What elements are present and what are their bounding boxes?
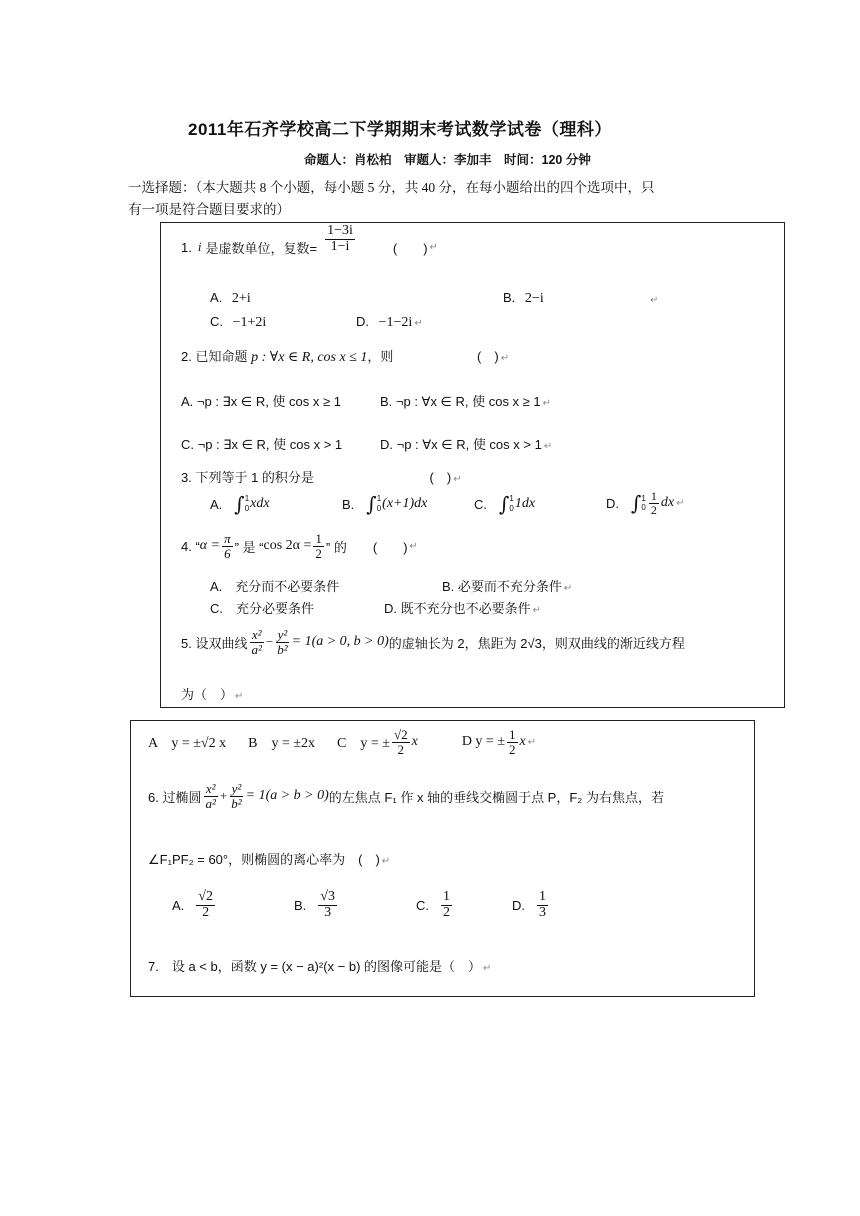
q1-option-c: C. −1+2i xyxy=(210,314,267,330)
section-intro-line-2: 有一项是符合题目要求的） xyxy=(128,202,290,217)
q1-fraction: $\frac{1-3i}{1-i}$ xyxy=(327,223,353,254)
question-5: 5. 设双曲线 $\frac{\text{x²}}{\text{a²}}$ − $\frac{\text{y²}}{\text{b²}}$ = 1(a > 0, b > 0) 的虚轴长为 2，焦距为 2√3，则双曲线的渐近线方程 xyxy=(181,627,685,657)
question-4: 4. “ α = $\frac{\pi}{6}$ ” 是 “ cos 2α = $\frac{1}{2}$ ” 的 ( ) ↵ xyxy=(181,531,418,561)
question-6: 6. 过椭圆 $\frac{\text{x²}}{\text{a²}}$ + $\frac{\text{y²}}{\text{b²}}$ = 1(a > b > 0) 的左焦点 F₁ 作 x 轴的垂线交椭圆于点 P，F₂ 为右焦点，若 xyxy=(148,781,664,811)
q2-option-b: B. ¬p : ∀x ∈ R, 使 cos x ≥ 1 ↵ xyxy=(380,394,552,409)
q1-text: 是虚数单位，复数= xyxy=(205,240,318,256)
q2-option-d: D. ¬p : ∀x ∈ R, 使 cos x > 1 ↵ xyxy=(380,437,553,452)
question-7: 7. 设 a < b，函数 y = (x − a)²(x − b) 的图像可能是（ ） ↵ xyxy=(148,959,492,974)
q1-option-b: B. 2−i xyxy=(503,290,544,306)
q6-option-c: C. $\frac{1}{2}$ xyxy=(416,889,450,920)
q3-option-a: A. ∫ 1 0 xdx xyxy=(210,492,270,516)
q6-line-2: ∠F₁PF₂ = 60°，则椭圆的离心率为 ( ) ↵ xyxy=(148,852,391,867)
q1-paren: ( ) xyxy=(392,240,428,256)
q2-option-c: C. ¬p : ∃x ∈ R, 使 cos x > 1 xyxy=(181,437,343,452)
author-line: 命题人：肖松柏 审题人：李加丰 时间：120 分钟 xyxy=(304,153,591,167)
q4-option-a: A. 充分而不必要条件 xyxy=(210,579,340,594)
q5-options: A y = ±√2 x B y = ±2x C y = ± $\frac{√2}{2}$ x D y = ± $\frac{1}{2}$ x ↵ xyxy=(148,726,537,757)
question-1: 1. i 是虚数单位，复数= $\frac{1-3i}{1-i}$ ( ) ↵ xyxy=(181,223,438,256)
q6-option-d: D. $\frac{1}{3}$ xyxy=(512,889,546,920)
q2-option-a: A. ¬p : ∃x ∈ R, 使 cos x ≥ 1 xyxy=(181,394,341,409)
q6-option-b: B. $\frac{√3}{3}$ xyxy=(294,889,335,920)
q3-option-d: D. ∫ 1 0 $\frac{1}{2}$ dx ↵ xyxy=(606,489,685,517)
q6-option-a: A. $\frac{√2}{2}$ xyxy=(172,889,213,920)
q1-option-d: D. −1−2i ↵ xyxy=(356,314,423,330)
q4-option-b: B. 必要而不充分条件 ↵ xyxy=(442,579,573,594)
section-intro-line-1: 一选择题：（本大题共 8 个小题，每小题 5 分，共 40 分，在每小题给出的四个选项中，只 xyxy=(128,180,655,195)
question-3: 3. 下列等于 1 的积分是 ( ) ↵ xyxy=(181,470,462,485)
question-2: 2. 已知命题 p : ∀x ∈ R, cos x ≤ 1，则 ( ) ↵ xyxy=(181,349,510,365)
q3-option-b: B. ∫ 1 0 (x+1)dx xyxy=(342,492,428,516)
q1-option-a: A. 2+i xyxy=(210,290,251,306)
q4-option-c: C. 充分必要条件 xyxy=(210,601,315,616)
q4-option-d: D. 既不充分也不必要条件 ↵ xyxy=(384,601,542,616)
exam-title: 2011年石齐学校高二下学期期末考试数学试卷（理科） xyxy=(188,120,612,139)
q3-option-c: C. ∫ 1 0 1dx xyxy=(474,492,536,516)
q5-line-2: 为（ ） ↵ xyxy=(181,687,244,702)
q1-number: 1. xyxy=(181,239,192,255)
